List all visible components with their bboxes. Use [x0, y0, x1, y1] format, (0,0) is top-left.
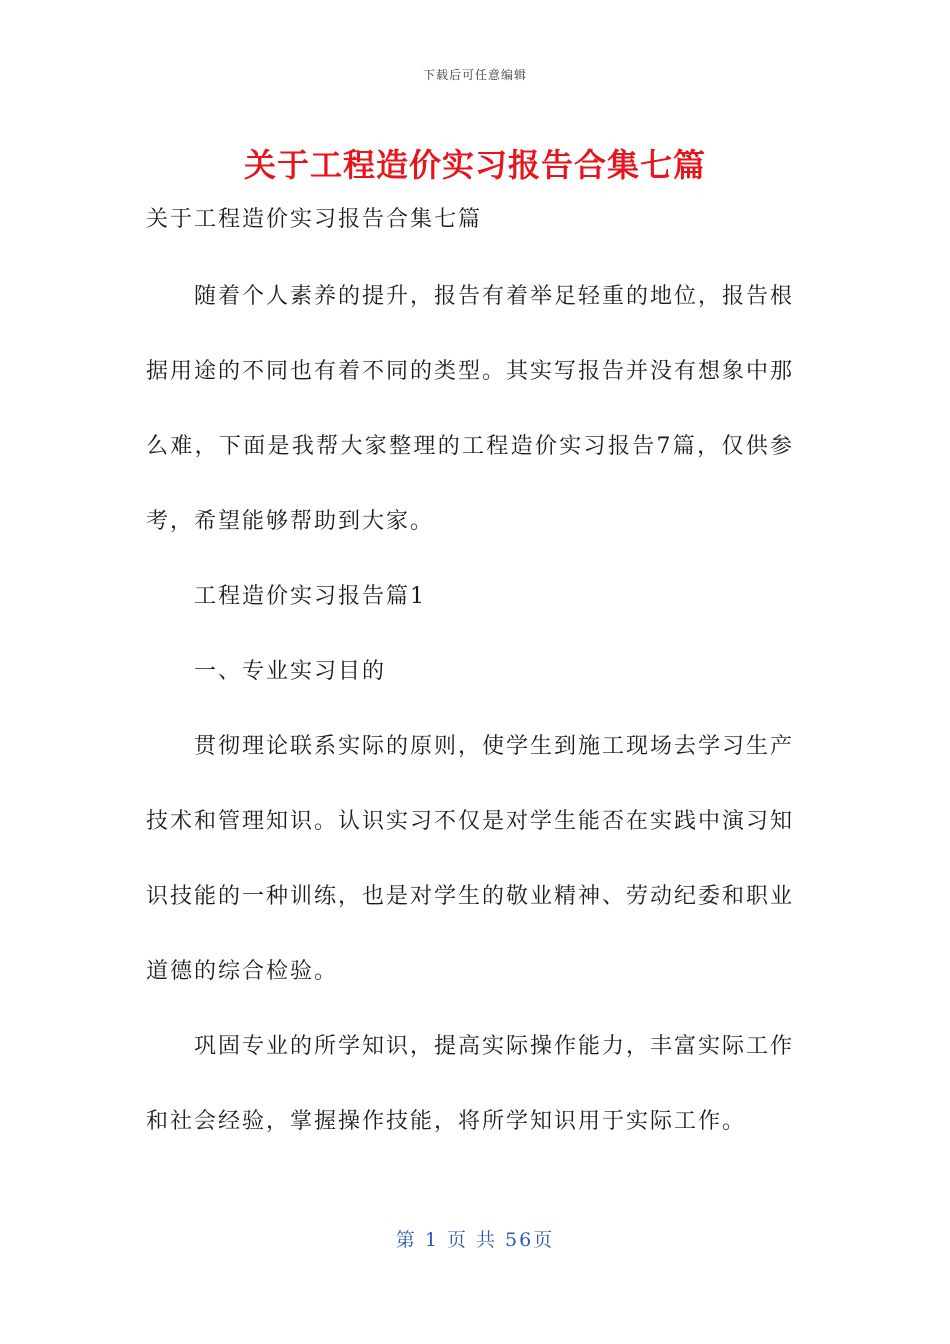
document-body — [146, 198, 794, 1159]
page-footer: 第 1 页 共 56页 — [395, 1229, 555, 1251]
intro-paragraph: 随着个人素养的提升，报告有着举足轻重的地位，报告根据用途的不同也有着不同的类型。其实写报告并没有想象中那么难，下面是我帮大家整理的工程造价实习报告7篇，仅供参考，希望能够帮助到大家。 — [146, 284, 795, 534]
header-note: 下载后可任意编辑 — [422, 68, 527, 82]
section-heading: 工程造价实习报告篇1 — [194, 584, 426, 609]
document-title: 关于工程造价实习报告合集七篇 — [243, 146, 706, 184]
body-paragraph: 贯彻理论联系实际的原则，使学生到施工现场去学习生产技术和管理知识。认识实习不仅是对学生能否在实践中演习知识技能的一种训练，也是对学生的敬业精神、劳动纪委和职业道德的综合检验。 — [146, 734, 795, 984]
subsection-heading: 一、专业实习目的 — [194, 659, 387, 684]
body-paragraph: 巩固专业的所学知识，提高实际操作能力，丰富实际工作和社会经验，掌握操作技能，将所学知识用于实际工作。 — [146, 1034, 795, 1134]
subtitle-paragraph: 关于工程造价实习报告合集七篇 — [146, 207, 483, 232]
